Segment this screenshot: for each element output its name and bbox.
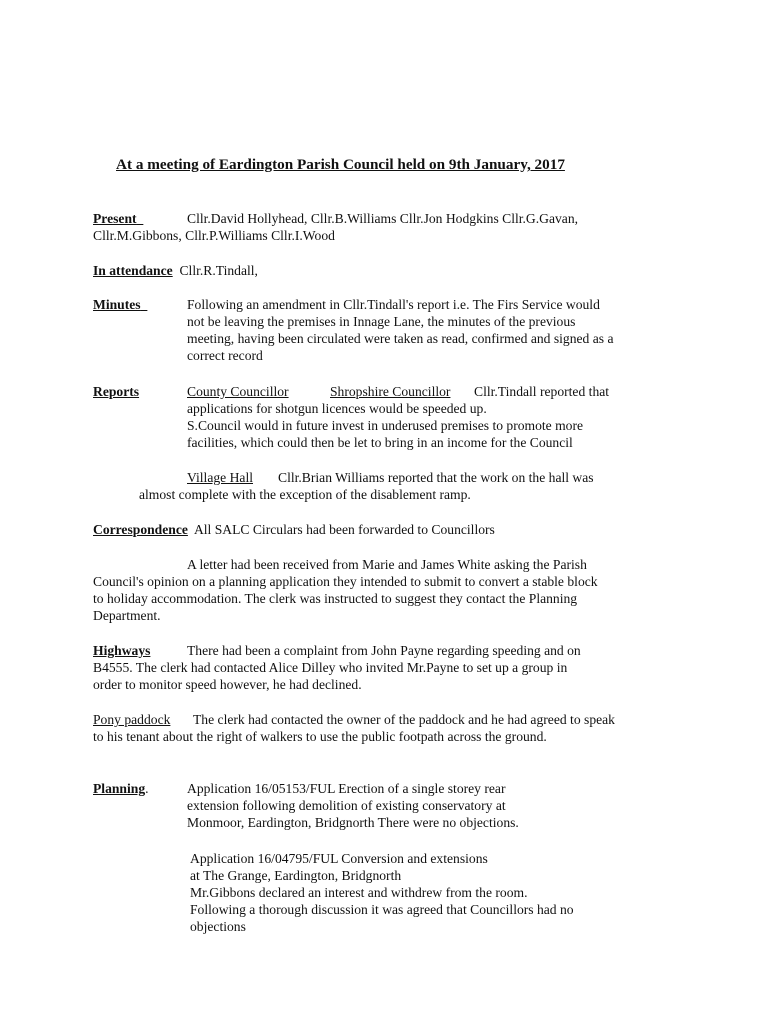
correspondence-row — [93, 521, 495, 538]
correspondence-text: All SALC Circulars had been forwarded to Councillors — [193, 522, 495, 537]
pony-paddock-line-2: to his tenant about the right of walkers to use the public footpath across the ground. — [93, 729, 547, 744]
pony-paddock-line-1: The clerk had contacted the owner of the paddock and he had agreed to speak — [193, 712, 615, 727]
planning-app1-line-1: Application 16/05153/FUL Erection of a single storey rear — [187, 781, 506, 796]
village-hall-heading: Village Hall — [187, 470, 253, 485]
planning-app2-line-1: Application 16/04795/FUL Conversion and extensions — [190, 851, 488, 866]
minutes-label: Minutes — [93, 297, 141, 312]
planning-app1-line-3: Monmoor, Eardington, Bridgnorth There were no objections. — [187, 815, 519, 830]
planning-app2-line-4: Following a thorough discussion it was agreed that Councillors had no — [190, 902, 574, 917]
minutes-line-3: meeting, having been circulated were taken as read, confirmed and signed as a — [187, 331, 614, 346]
village-hall-line-2: almost complete with the exception of the disablement ramp. — [139, 487, 471, 502]
page-title: At a meeting of Eardington Parish Council held on 9th January, 2017 — [116, 156, 565, 173]
planning-app2-line-3: Mr.Gibbons declared an interest and withdrew from the room. — [190, 885, 528, 900]
letter-line-2: Council's opinion on a planning application they intended to submit to convert a stable block — [93, 574, 598, 589]
village-hall-text: Cllr.Brian Williams reported that the work on the hall was — [278, 470, 594, 485]
reports-first-line: Cllr.Tindall reported that — [474, 384, 610, 399]
minutes-line-2: not be leaving the premises in Innage Lane, the minutes of the previous — [187, 314, 576, 329]
letter-line-1: A letter had been received from Marie and James White asking the Parish — [187, 557, 587, 572]
reports-line-2: S.Council would in future invest in underused premises to promote more — [187, 418, 584, 433]
highways-line-1: There had been a complaint from John Payne regarding speeding and on — [187, 643, 581, 658]
highways-line-2: B4555. The clerk had contacted Alice Dilley who invited Mr.Payne to set up a group in — [93, 660, 568, 675]
in-attendance-row — [93, 262, 258, 279]
planning-app2-line-5: objections — [190, 919, 246, 934]
highways-line-3: order to monitor speed however, he had declined. — [93, 677, 362, 692]
highways-label: Highways — [93, 643, 151, 658]
planning-label: Planning — [93, 781, 146, 796]
in-attendance-text: Cllr.R.Tindall, — [179, 263, 258, 278]
correspondence-label: Correspondence — [93, 522, 188, 537]
letter-line-3: to holiday accommodation. The clerk was instructed to suggest they contact the Planning — [93, 591, 578, 606]
minutes-line-4: correct record — [187, 348, 263, 363]
reports-label: Reports — [93, 384, 140, 399]
planning-label-row: Planning. — [93, 781, 149, 796]
in-attendance-label: In attendance — [93, 263, 173, 278]
reports-line-3: facilities, which could then be let to bring in an income for the Council — [187, 435, 573, 450]
present-label: Present — [93, 211, 137, 226]
present-line-1: Cllr.David Hollyhead, Cllr.B.Williams Cllr.Jon Hodgkins Cllr.G.Gavan, — [187, 211, 579, 226]
planning-app1-line-2: extension following demolition of existing conservatory at — [187, 798, 506, 813]
county-councillor-heading: County Councillor — [187, 384, 289, 399]
reports-line-1: applications for shotgun licences would be speeded up. — [187, 401, 487, 416]
minutes-line-1: Following an amendment in Cllr.Tindall's report i.e. The Firs Service would — [187, 297, 600, 312]
present-line-2: Cllr.M.Gibbons, Cllr.P.Williams Cllr.I.Wood — [93, 228, 335, 243]
pony-paddock-label: Pony paddock — [93, 712, 171, 727]
shropshire-councillor-heading: Shropshire Councillor — [330, 384, 451, 399]
planning-app2-line-2: at The Grange, Eardington, Bridgnorth — [190, 868, 402, 883]
letter-line-4: Department. — [93, 608, 161, 623]
